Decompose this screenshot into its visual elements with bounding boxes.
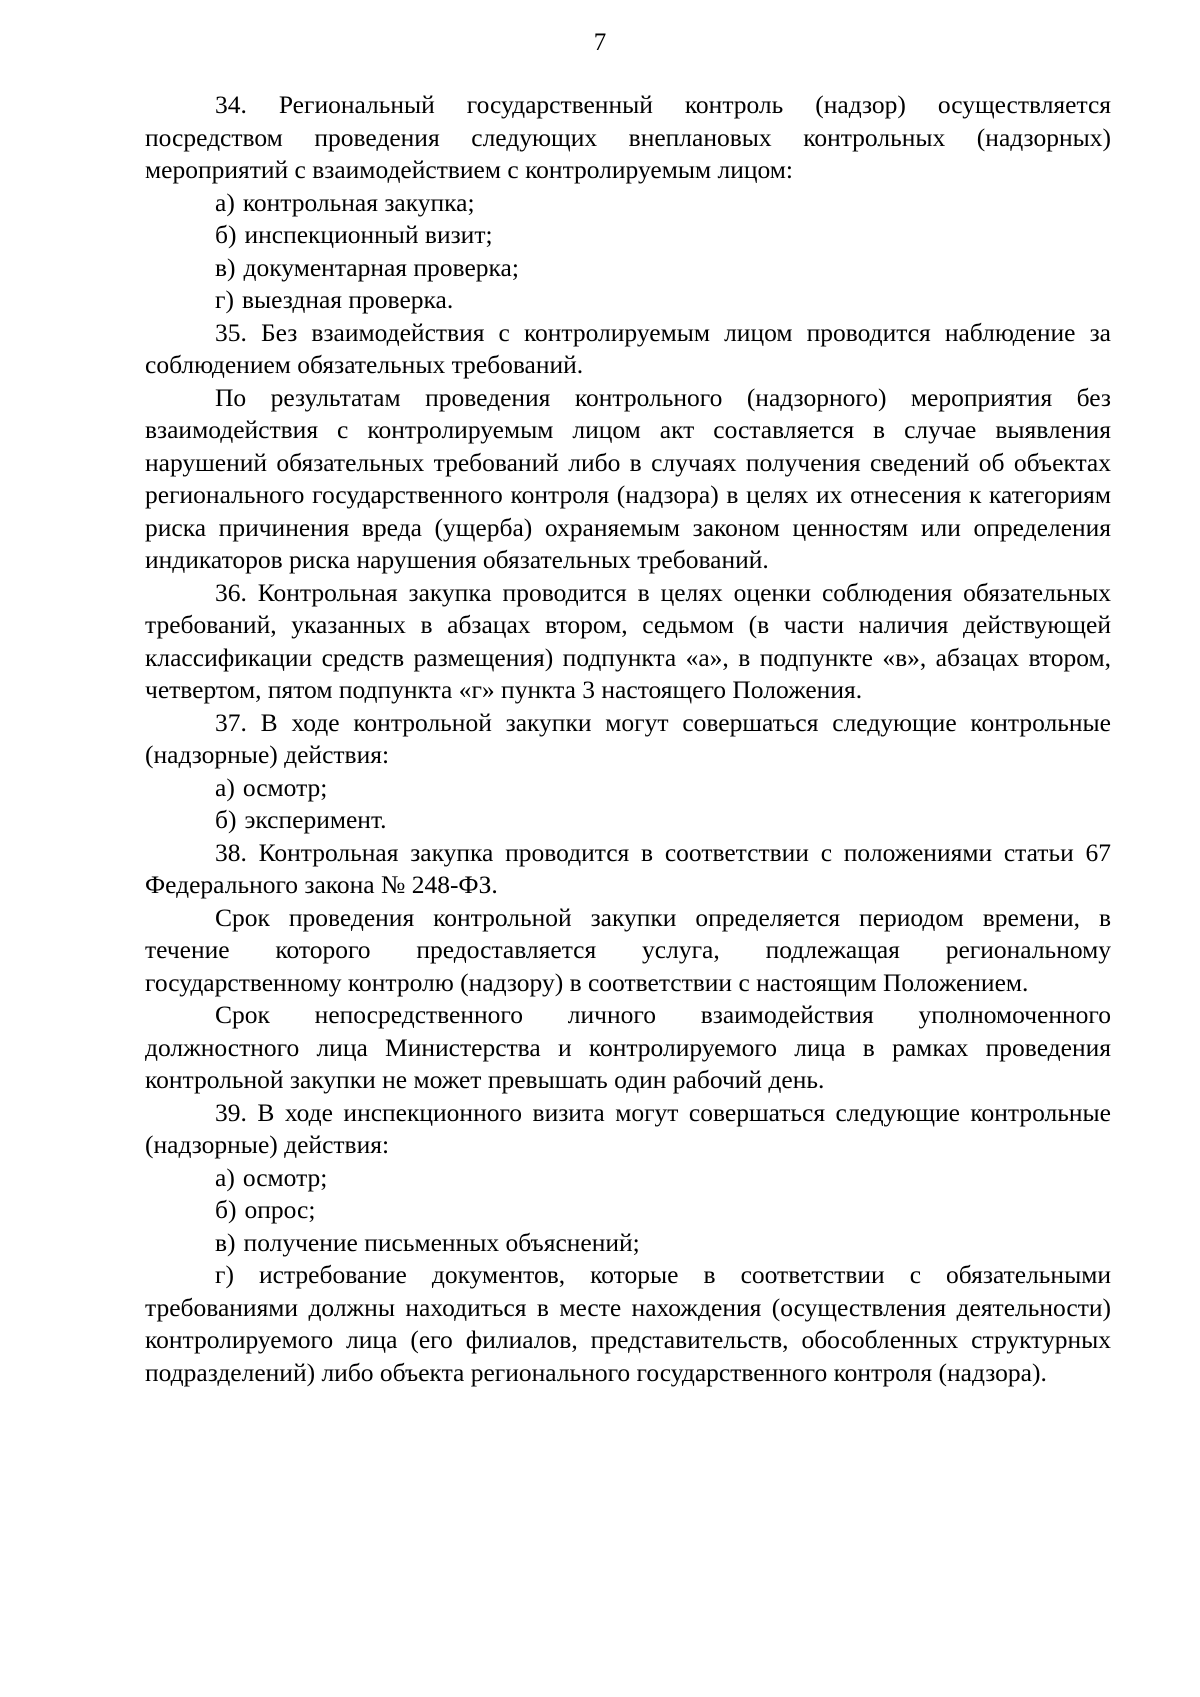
list-item bbox=[145, 772, 1111, 805]
list-item bbox=[145, 1227, 1111, 1260]
list-item-text: документарная проверка; bbox=[243, 252, 519, 282]
list-item-text: осмотр; bbox=[242, 772, 328, 802]
list-item bbox=[145, 1194, 1111, 1227]
list-marker: б) bbox=[215, 220, 237, 249]
list-item-text: контрольная закупка; bbox=[242, 187, 475, 217]
paragraph-35: 35. Без взаимодействия с контролируемым лицом проводится наблюдение за соблюдением обязательных требований. bbox=[145, 317, 1111, 379]
page-number: 7 bbox=[593, 29, 607, 56]
list-item-text: получение письменных объяснений; bbox=[243, 1227, 640, 1257]
paragraph-purchase-period: Срок проведения контрольной закупки определяется периодом времени, в течение которого предоставляется услуга, подлежащая региональному государственному контролю (надзору) в соответствии с настоящим Положением. bbox=[145, 902, 1111, 997]
list-marker: а) bbox=[215, 1162, 235, 1192]
list-item-text: опрос; bbox=[244, 1195, 316, 1224]
paragraph-39: 39. В ходе инспекционного визита могут совершаться следующие контрольные (надзорные) действия: bbox=[145, 1097, 1111, 1159]
list-item-text: выездная проверка. bbox=[241, 285, 454, 314]
paragraph-results: По результатам проведения контрольного (надзорного) мероприятия без взаимодействия с контролируемым лицом акт составляется в случае выявления нарушений обязательных требований либо в случаях получения сведений об объектах регионального государственного контроля (надзора) в целях их отнесения к категориям риска причинения вреда (ущерба) охраняемым законом ценностям или определения индикаторов риска нарушения обязательных требований. bbox=[145, 382, 1111, 574]
paragraph-37: 37. В ходе контрольной закупки могут совершаться следующие контрольные (надзорные) действия: bbox=[145, 707, 1111, 769]
list-item-text: эксперимент. bbox=[244, 805, 387, 834]
paragraph-demand-documents: г) истребование документов, которые в соответствии с обязательными требованиями должны находиться в месте нахождения (осуществления деятельности) контролируемого лица (его филиалов, представительств, обособленных структурных подразделений) либо объекта регионального государственного контроля (надзора). bbox=[145, 1260, 1111, 1387]
list-marker: б) bbox=[215, 1195, 237, 1224]
paragraph-34: 34. Региональный государственный контроль (надзор) осуществляется посредством проведения следующих внеплановых контрольных (надзорных) мероприятий с взаимодействием с контролируемым лицом: bbox=[145, 90, 1111, 184]
list-marker: б) bbox=[215, 805, 237, 834]
document-body bbox=[145, 89, 1111, 1389]
list-item bbox=[145, 219, 1111, 252]
list-item bbox=[145, 804, 1111, 837]
paragraph-interaction-period: Срок непосредственного личного взаимодействия уполномоченного должностного лица Министерства и контролируемого лица в рамках проведения контрольной закупки не может превышать один рабочий день. bbox=[145, 1000, 1111, 1094]
list-item-text: инспекционный визит; bbox=[244, 220, 493, 249]
paragraph-36: 36. Контрольная закупка проводится в целях оценки соблюдения обязательных требований, указанных в абзацах втором, седьмом (в части наличия действующей классификации средств размещения) подпункта «а», в подпункте «в», абзацах втором, четвертом, пятом подпункта «г» пункта 3 настоящего Положения. bbox=[145, 577, 1111, 704]
list-marker: а) bbox=[215, 187, 235, 217]
list-marker: г) bbox=[215, 285, 234, 314]
list-marker: в) bbox=[215, 1227, 236, 1257]
list-marker: а) bbox=[215, 772, 235, 802]
list-item bbox=[145, 252, 1111, 285]
list-marker: в) bbox=[215, 252, 236, 282]
paragraph-38: 38. Контрольная закупка проводится в соответствии с положениями статьи 67 Федерального закона № 248-ФЗ. bbox=[145, 837, 1111, 899]
list-item bbox=[145, 284, 1111, 317]
list-item bbox=[145, 187, 1111, 220]
list-item bbox=[145, 1162, 1111, 1195]
list-item-text: осмотр; bbox=[242, 1162, 328, 1192]
